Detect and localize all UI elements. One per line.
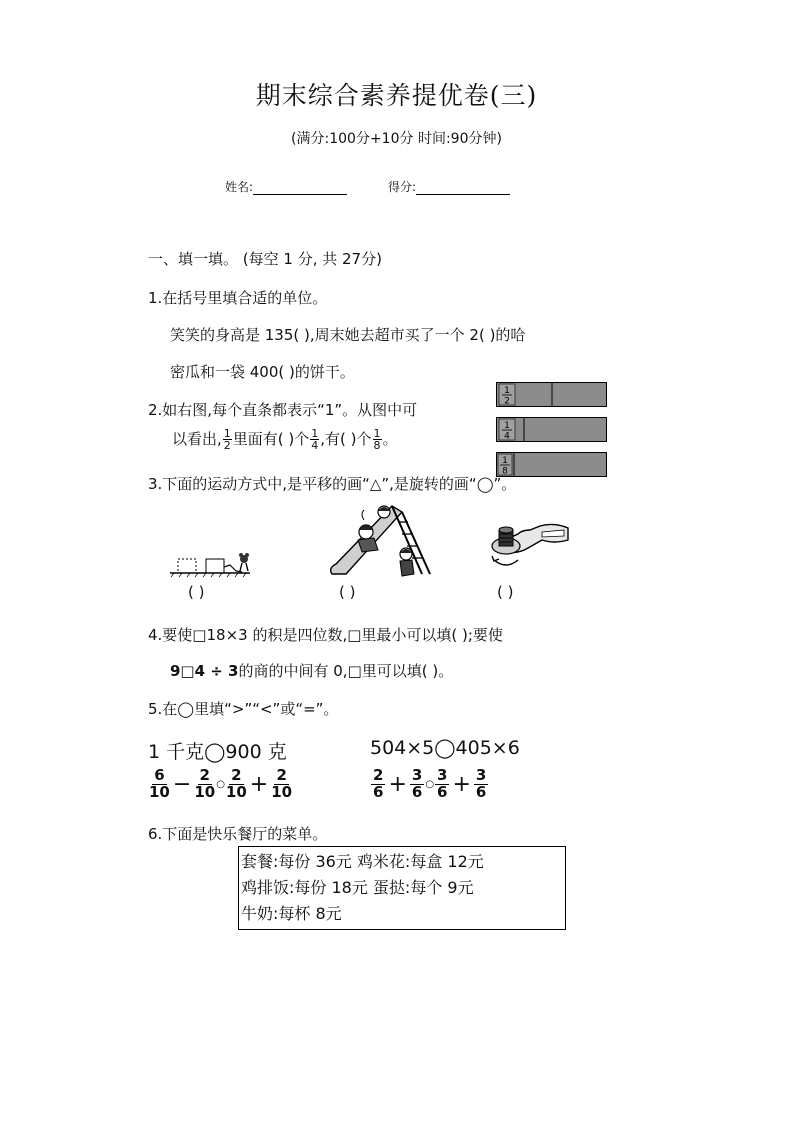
name-label: 姓名: — [225, 180, 254, 194]
q2-text-c: ,有( )个 — [320, 430, 372, 448]
q3-blank-1[interactable]: ( ) — [188, 583, 205, 601]
fraction-half: $\frac{1}{2}$ — [223, 427, 231, 452]
q4-line2 — [170, 660, 453, 681]
q1-line2: 密瓜和一袋 400( )的饼干。 — [170, 363, 355, 381]
q2-text-a: 以看出, — [172, 430, 222, 448]
name-field — [225, 178, 347, 195]
fraction-quarter: $\frac{1}{4}$ — [311, 427, 319, 452]
page-title: 期末综合素养提优卷(三) — [255, 81, 538, 110]
q4-text: 的商的中间有 0,□里可以填( )。 — [238, 662, 454, 680]
section-heading: 一、填一填。 (每空 1 分, 共 27分) — [148, 250, 382, 268]
menu-line-2: 鸡排饭:每份 18元 蛋挞:每个 9元 — [241, 878, 474, 897]
compare-weight: 1 千克◯900 克 — [148, 741, 287, 763]
q2-line2 — [172, 428, 398, 451]
svg-text:4: 4 — [504, 431, 510, 442]
page-subtitle: (满分:100分+10分 时间:90分钟) — [291, 131, 502, 147]
menu-line-1: 套餐:每份 36元 鸡米花:每盒 12元 — [241, 852, 484, 871]
svg-text:1: 1 — [504, 386, 510, 396]
fraction-bars-diagram — [496, 382, 608, 480]
q3-line: 3.下面的运动方式中,是平移的画“△”,是旋转的画“◯”。 — [148, 475, 517, 493]
svg-text:1: 1 — [502, 456, 508, 466]
q2-text-d: 。 — [382, 430, 398, 448]
svg-text:1: 1 — [504, 421, 510, 431]
slide-illustration — [326, 494, 436, 582]
name-blank[interactable] — [253, 182, 347, 195]
menu-box — [238, 846, 566, 930]
q6-title: 6.下面是快乐餐厅的菜单。 — [148, 825, 328, 843]
fraction-eighth: $\frac{1}{8}$ — [373, 427, 381, 452]
q4-line1: 4.要使□18×3 的积是四位数,□里最小可以填( );要使 — [148, 626, 503, 644]
score-field — [388, 178, 510, 195]
compare-product: 504×5◯405×6 — [370, 737, 520, 759]
compare-circle-2[interactable]: ○ — [425, 778, 435, 790]
compare-fraction-1: $\frac{6}{10}$ − $\frac{2}{10}$ ○ $\frac{2}{10}$ + $\frac{2}{10}$ — [149, 766, 293, 801]
wrench-illustration — [478, 512, 574, 582]
compare-fraction-2: $\frac{2}{6}$ + $\frac{3}{6}$ ○ $\frac{3}{6}$ + $\frac{3}{6}$ — [373, 766, 487, 801]
svg-text:8: 8 — [502, 466, 508, 477]
q2-line1: 2.如右图,每个直条都表示“1”。从图中可 — [148, 401, 418, 419]
push-box-illustration — [170, 545, 250, 579]
q1-title: 1.在括号里填合适的单位。 — [148, 289, 328, 307]
compare-circle-1[interactable]: ○ — [216, 778, 225, 790]
q3-blank-2[interactable]: ( ) — [339, 583, 356, 601]
q5-line: 5.在◯里填“>”“<”或“=”。 — [148, 700, 339, 718]
bar-half — [497, 383, 607, 407]
q4-expression: 9□4 ÷ 3 — [170, 662, 239, 680]
svg-text:2: 2 — [504, 396, 510, 407]
q1-line1: 笑笑的身高是 135( ),周末她去超市买了一个 2( )的哈 — [170, 326, 526, 344]
q2-text-b: 里面有( )个 — [232, 430, 310, 448]
menu-line-3: 牛奶:每杯 8元 — [241, 904, 342, 923]
score-label: 得分: — [388, 180, 417, 194]
q3-blank-3[interactable]: ( ) — [497, 583, 514, 601]
bar-quarter — [497, 418, 607, 442]
score-blank[interactable] — [416, 182, 510, 195]
